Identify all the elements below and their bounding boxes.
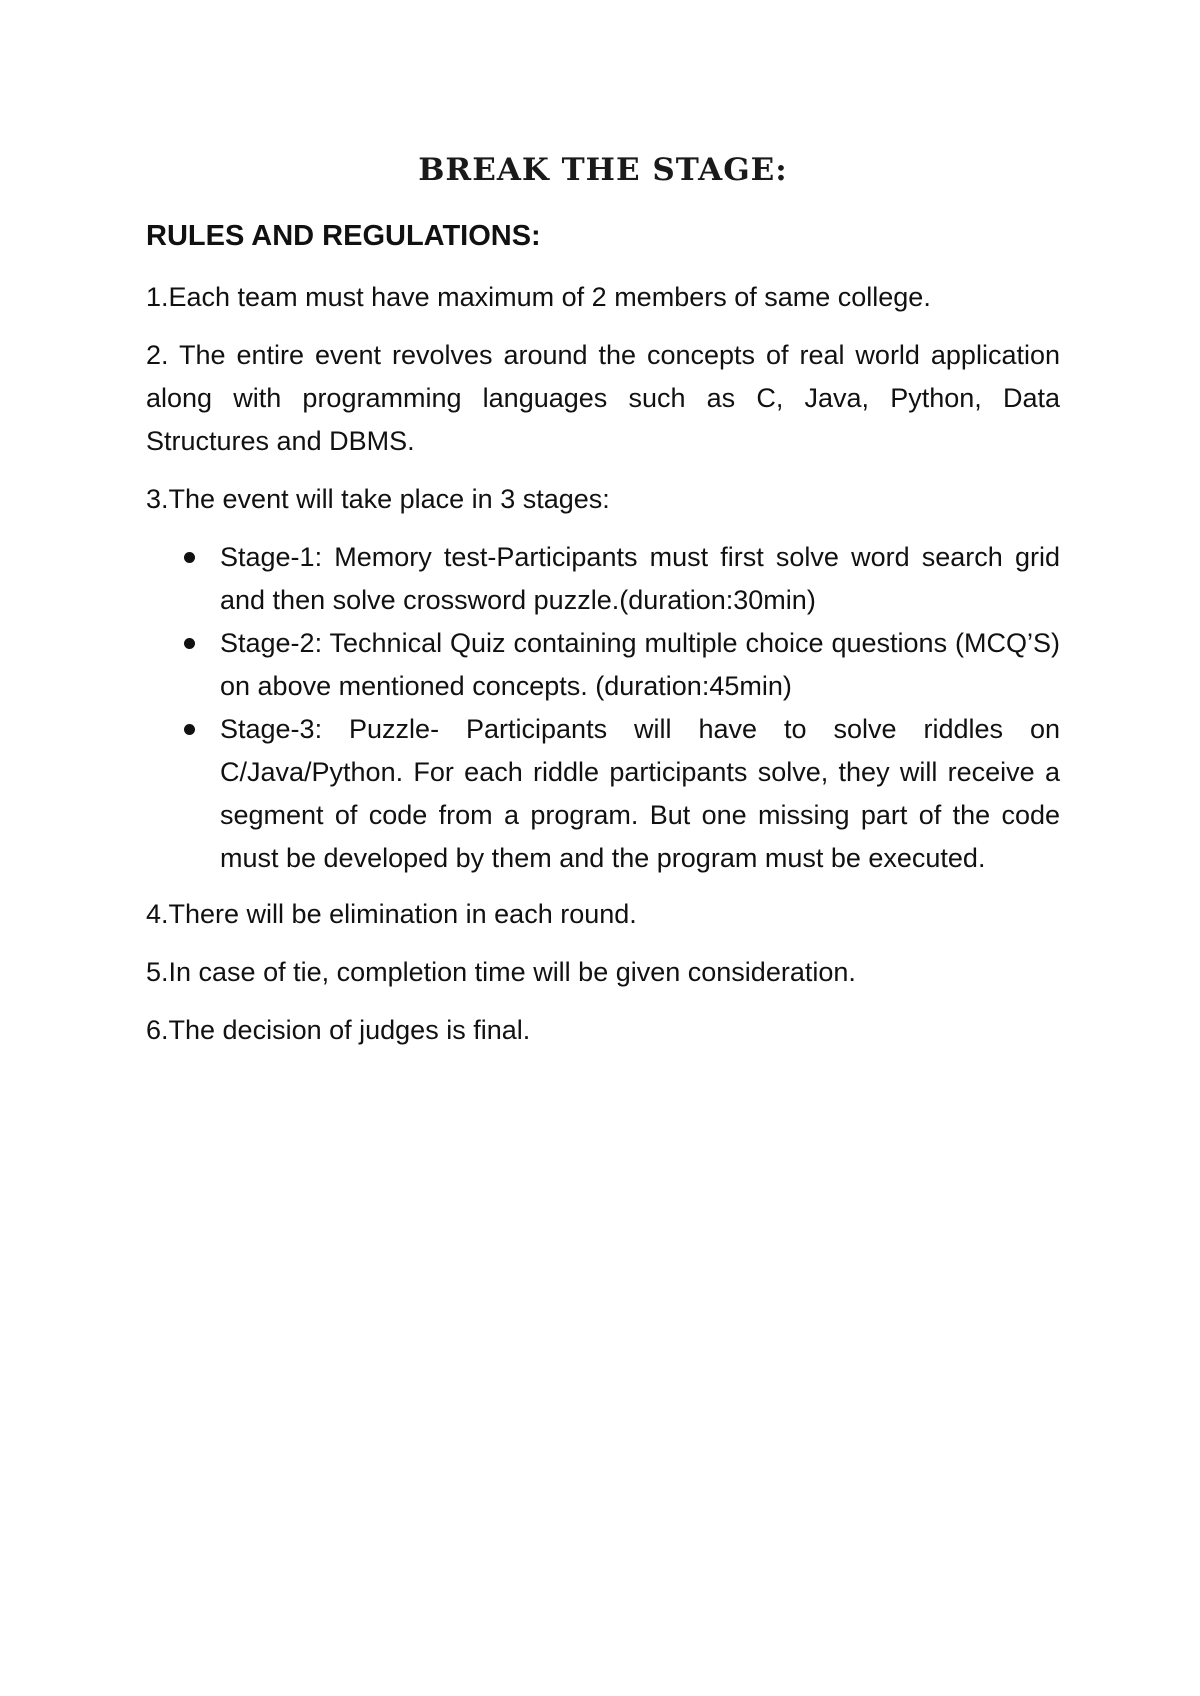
rule-3: 3.The event will take place in 3 stages: [146, 484, 610, 514]
stages-list [146, 536, 1060, 880]
stage-text: Stage-2: Technical Quiz containing multiple choice questions (MCQ’S) on above mentioned concepts. (duration:45min) [220, 628, 1060, 701]
document-body [146, 150, 1060, 1067]
rules-heading: RULES AND REGULATIONS: [146, 220, 541, 252]
stage-item-2 [146, 622, 1060, 708]
event-title: BREAK THE STAGE: [418, 152, 788, 188]
stage-text: Stage-3: Puzzle- Participants will have to solve riddles on C/Java/Python. For each riddle participants solve, they will receive a segment of code from a program. But one missing part of the code must be developed by them and the program must be executed. [220, 714, 1060, 873]
bullet-icon [184, 552, 195, 563]
stage-item-1 [146, 536, 1060, 622]
stage-item-3 [146, 708, 1060, 880]
rule-4: 4.There will be elimination in each round. [146, 899, 637, 929]
stage-text: Stage-1: Memory test-Participants must first solve word search grid and then solve crossword puzzle.(duration:30min) [220, 542, 1060, 615]
rule-2: 2. The entire event revolves around the concepts of real world application along with programming languages such as C, Java, Python, Data Structures and DBMS. [146, 340, 1060, 456]
rule-5: 5.In case of tie, completion time will be given consideration. [146, 957, 856, 987]
bullet-icon [184, 638, 195, 649]
bullet-icon [184, 724, 195, 735]
rule-6: 6.The decision of judges is final. [146, 1015, 531, 1045]
rule-1: 1.Each team must have maximum of 2 members of same college. [146, 282, 931, 312]
